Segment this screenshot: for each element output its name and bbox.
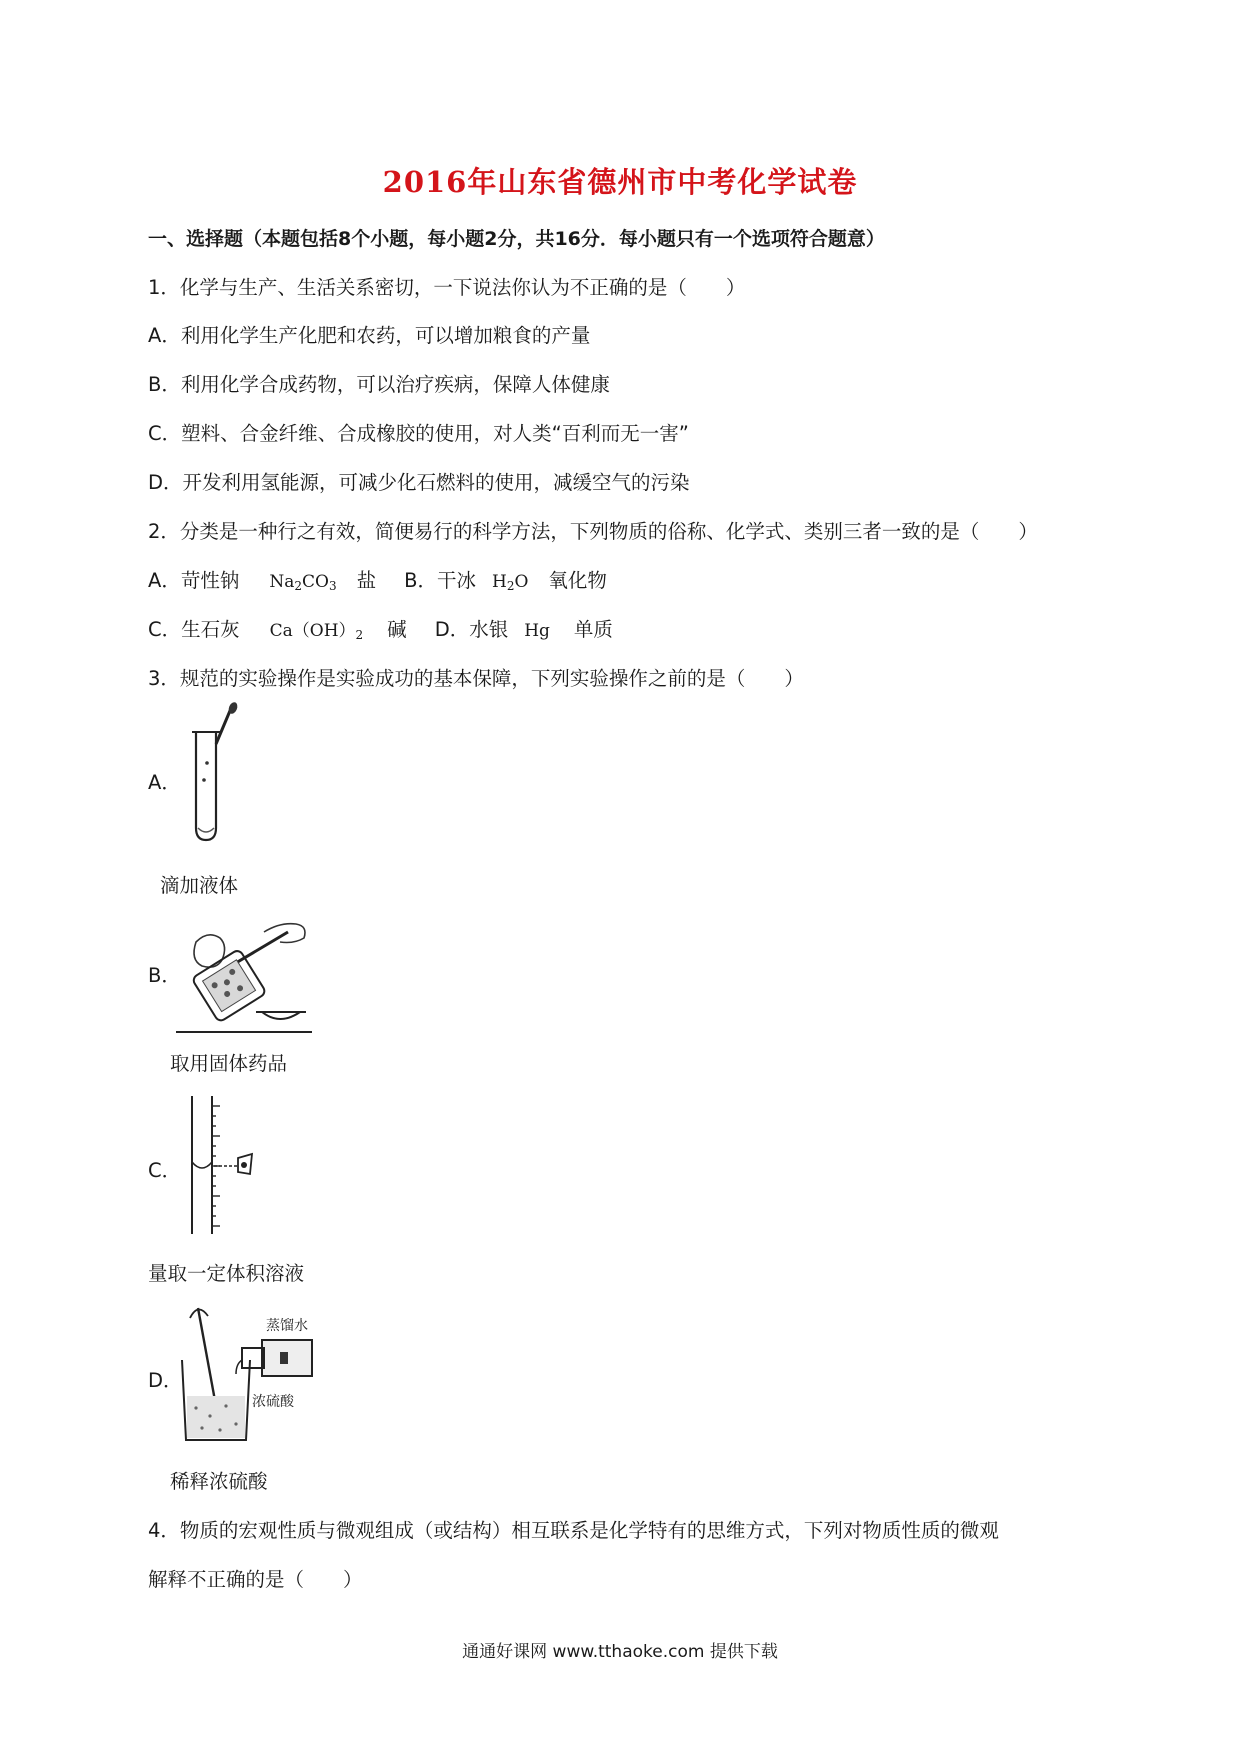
q2-d-label: D．水银	[434, 618, 509, 641]
dilute-acid-figure	[176, 1300, 316, 1448]
q2-options-ab	[148, 565, 607, 593]
q1-stem: 1．化学与生产、生活关系密切，一下说法你认为不正确的是（ ）	[148, 276, 746, 299]
q1-option-c: C．塑料、合金纤维、合成橡胶的使用，对人类“百利而无一害”	[148, 422, 689, 445]
solid-reagent-figure	[176, 908, 312, 1036]
q2-c-label: C．生石灰	[148, 618, 240, 641]
fig-label-water: 蒸馏水	[266, 1318, 308, 1334]
q2-options-cd	[148, 614, 613, 642]
q3-c-label: C．	[148, 1159, 182, 1182]
q2-c-class: 碱	[387, 618, 407, 641]
page-footer: 通通好课网 www.tthaoke.com 提供下载	[462, 1642, 778, 1662]
section-heading: 一、选择题（本题包括8个小题，每小题2分，共16分．每小题只有一个选项符合题意）	[148, 228, 885, 250]
q1-option-d: D．开发利用氢能源，可减少化石燃料的使用，减缓空气的污染	[148, 471, 690, 494]
q3-d-label: D．	[148, 1369, 183, 1392]
q1-option-a: A．利用化学生产化肥和农药，可以增加粮食的产量	[148, 324, 591, 347]
q3-b-caption: 取用固体药品	[170, 1052, 288, 1075]
q2-b-formula: $H_2O$	[492, 572, 529, 593]
q3-stem: 3．规范的实验操作是实验成功的基本保障，下列实验操作之前的是（ ）	[148, 667, 804, 690]
q4-stem-line2: 解释不正确的是（ ）	[148, 1568, 363, 1591]
q2-a-label: A．苛性钠	[148, 569, 240, 592]
q2-c-formula: $Ca(OH)_2$	[269, 621, 364, 642]
q2-b-label: B．干冰	[404, 569, 476, 592]
q3-c-caption: 量取一定体积溶液	[148, 1262, 305, 1285]
q3-a-label: A．	[148, 771, 181, 794]
page-title: 2016年山东省德州市中考化学试卷	[382, 165, 858, 199]
q1-option-b: B．利用化学合成药物，可以治疗疾病，保障人体健康	[148, 373, 610, 396]
q2-stem: 2．分类是一种行之有效，简便易行的科学方法，下列物质的俗称、化学式、类别三者一致的是（ ）	[148, 520, 1038, 543]
q4-stem-line1: 4．物质的宏观性质与微观组成（或结构）相互联系是化学特有的思维方式，下列对物质性质的微观	[148, 1519, 999, 1542]
q3-b-label: B．	[148, 964, 181, 987]
q3-d-caption: 稀释浓硫酸	[170, 1470, 268, 1493]
test-tube-dropper-figure	[186, 700, 246, 845]
q2-d-class: 单质	[573, 618, 613, 641]
q2-a-class: 盐	[356, 569, 377, 592]
q2-b-class: 氧化物	[548, 569, 607, 592]
q3-a-caption: 滴加液体	[160, 874, 239, 897]
measuring-cylinder-figure	[184, 1092, 258, 1238]
q2-a-formula: $Na_2CO_3$	[269, 572, 337, 593]
q2-d-formula: Hg	[524, 621, 550, 641]
fig-label-acid: 浓硫酸	[252, 1394, 294, 1410]
